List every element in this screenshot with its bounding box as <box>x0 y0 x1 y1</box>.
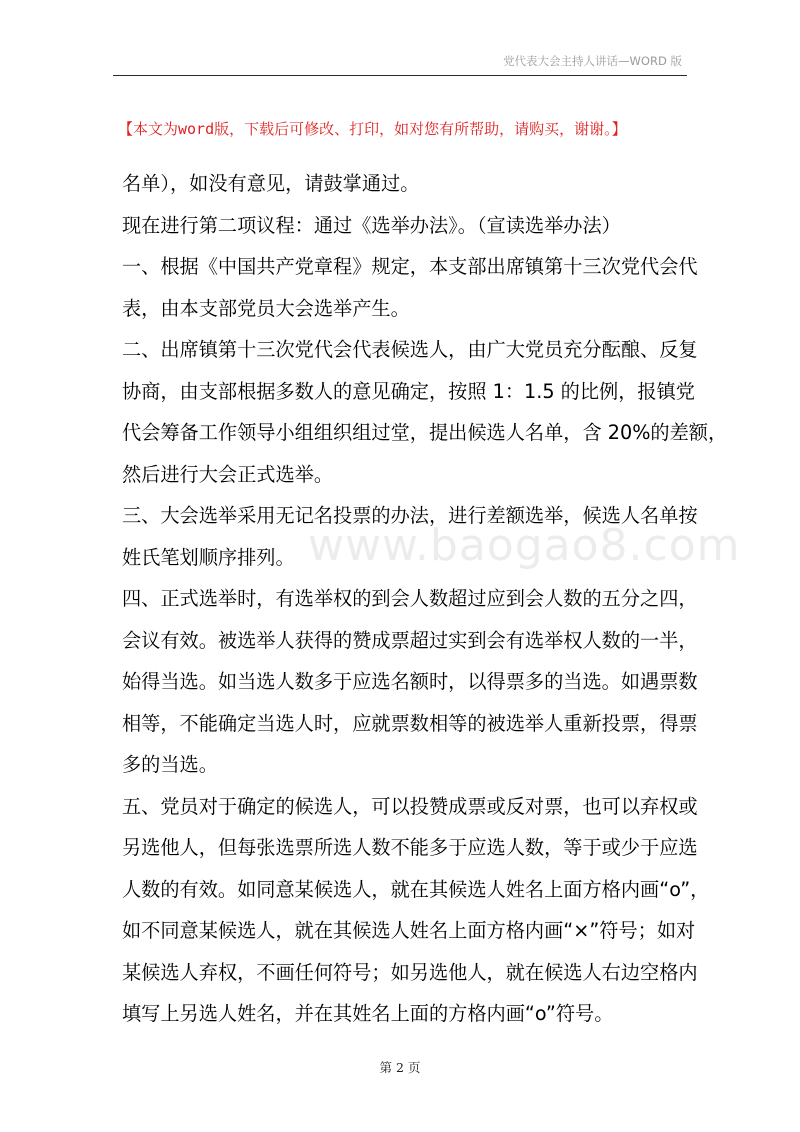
body-line: 名单），如没有意见，请鼓掌通过。 <box>122 172 420 195</box>
body-line: 表，由本支部党员大会选举产生。 <box>122 296 410 320</box>
body-line: 会议有效。被选举人获得的赞成票超过实到会有选举权人数的一半， <box>122 628 698 652</box>
document-header-title: 党代表大会主持人讲话—WORD 版 <box>503 54 682 68</box>
body-line: 代会筹备工作领导小组组织组过堂，提出候选人名单，含 20%的差额， <box>122 421 728 444</box>
body-line: 始得当选。如当选人数多于应选名额时，以得票多的当选。如遇票数 <box>122 670 698 693</box>
body-line: 三、大会选举采用无记名投票的办法，进行差额选举，候选人名单按 <box>122 504 698 527</box>
body-line: 现在进行第二项议程：通过《选举办法》。（宣读选举办法） <box>122 213 621 237</box>
body-line: 五、党员对于确定的候选人，可以投赞成票或反对票，也可以弃权或 <box>122 794 698 818</box>
purchase-notice: 【本文为word版，下载后可修改、打印，如对您有所帮助，请购买，谢谢。】 <box>118 120 627 138</box>
body-line: 然后进行大会正式选举。 <box>122 462 334 486</box>
watermark-text: www.baogao8.com <box>308 520 741 571</box>
page-number: 第 2 页 <box>379 1060 421 1075</box>
body-line: 四、正式选举时，有选举权的到会人数超过应到会人数的五分之四， <box>122 587 698 610</box>
document-body <box>122 163 728 1035</box>
body-line: 另选他人，但每张选票所选人数不能多于应选人数，等于或少于应选 <box>122 836 698 859</box>
body-line: 协商，由支部根据多数人的意见确定，按照 1：1.5 的比例，报镇党 <box>122 379 695 403</box>
body-line: 填写上另选人姓名，并在其姓名上面的方格内画“o”符号。 <box>122 1002 614 1025</box>
body-line: 如不同意某候选人，就在其候选人姓名上面方格内画“×”符号；如对 <box>122 919 696 942</box>
body-line: 相等，不能确定当选人时，应就票数相等的被选举人重新投票，得票 <box>122 711 698 735</box>
body-line: 某候选人弃权，不画任何符号；如另选他人，就在候选人右边空格内 <box>122 960 698 984</box>
body-line: 人数的有效。如同意某候选人，就在其候选人姓名上面方格内画“o”， <box>122 877 710 901</box>
header-divider <box>113 75 687 76</box>
body-line: 二、出席镇第十三次党代会代表候选人，由广大党员充分酝酿、反复 <box>122 338 698 361</box>
body-line: 姓氏笔划顺序排列。 <box>122 545 295 569</box>
body-line: 一、根据《中国共产党章程》规定，本支部出席镇第十三次党代会代 <box>122 255 698 278</box>
body-line: 多的当选。 <box>122 753 218 776</box>
